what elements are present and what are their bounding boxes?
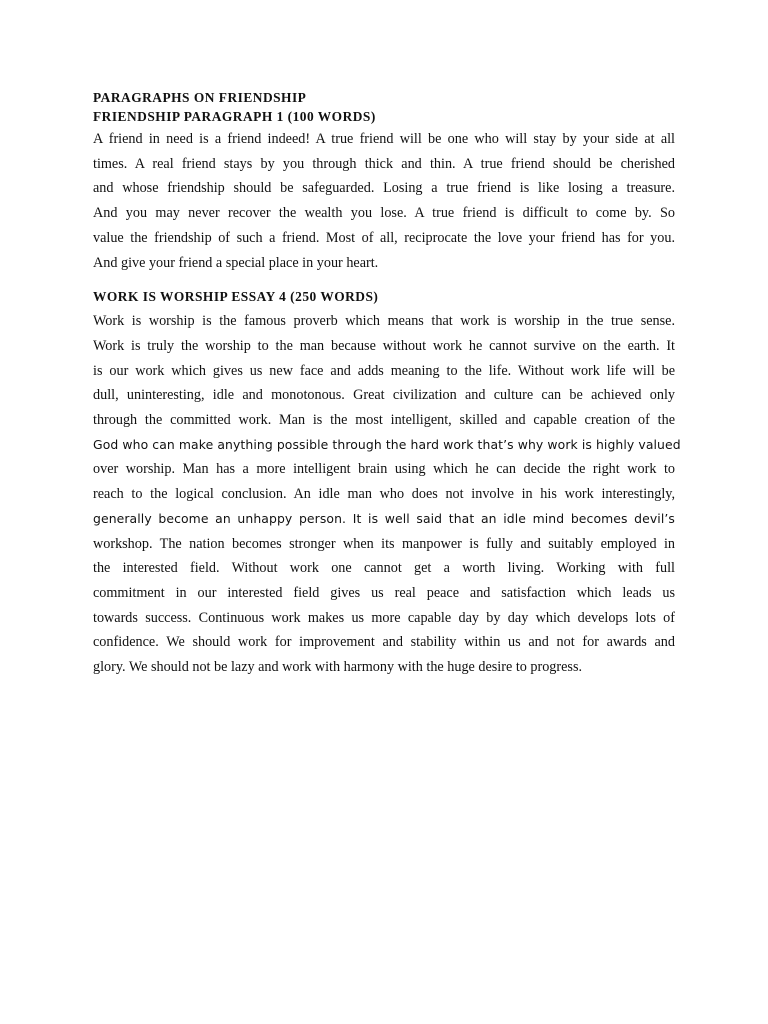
paragraph-line: dull, uninteresting, idle and monotonous. Great civilization and culture can be achieved only (93, 387, 675, 404)
section-heading: FRIENDSHIP PARAGRAPH 1 (100 WORDS) (93, 109, 376, 124)
paragraph-line: And give your friend a special place in your heart. (93, 254, 379, 271)
paragraph-line: through the committed work. Man is the most intelligent, skilled and capable creation of the (93, 412, 675, 429)
friendship-section (93, 88, 675, 275)
document-title: PARAGRAPHS ON FRIENDSHIP (93, 90, 307, 105)
paragraph-line: commitment in our interested field gives us real peace and satisfaction which leads us (93, 584, 675, 601)
paragraph-line: And you may never recover the wealth you lose. A true friend is difficult to come by. So (93, 205, 675, 222)
paragraph-line: Work is worship is the famous proverb which means that work is worship in the true sense. (93, 313, 675, 330)
paragraph-line: God who can make anything possible through the hard work that’s why work is highly valued (93, 436, 681, 452)
paragraph-line: Work is truly the worship to the man because without work he cannot survive on the earth. It (93, 337, 675, 354)
paragraph-line: workshop. The nation becomes stronger when its manpower is fully and suitably employed in (93, 535, 675, 552)
paragraph-line: and whose friendship should be safeguarded. Losing a true friend is like losing a treasure. (93, 180, 675, 197)
paragraph-line: towards success. Continuous work makes us more capable day by day which develops lots of (93, 609, 675, 626)
section-heading: WORK IS WORSHIP ESSAY 4 (250 WORDS) (93, 289, 379, 305)
work-is-worship-section (93, 286, 681, 680)
paragraph-line: A friend in need is a friend indeed! A true friend will be one who will stay by your side at all (93, 131, 675, 147)
work-is-worship-paragraph (93, 309, 681, 680)
paragraph-line: glory. We should not be lazy and work with harmony with the huge desire to progress. (93, 659, 583, 676)
paragraph-line: is our work which gives us new face and adds meaning to the life. Without work life will be (93, 362, 675, 379)
document-page (93, 88, 681, 680)
paragraph-line: reach to the logical conclusion. An idle man who does not involve in his work interestingly, (93, 486, 675, 503)
paragraph-line: the interested field. Without work one cannot get a worth living. Working with full (93, 560, 675, 577)
paragraph-line: confidence. We should work for improvement and stability within us and not for awards and (93, 634, 675, 651)
paragraph-line: value the friendship of such a friend. Most of all, reciprocate the love your friend has for you. (93, 229, 675, 246)
friendship-paragraph (93, 127, 675, 275)
paragraph-line: times. A real friend stays by you through thick and thin. A true friend should be cherished (93, 155, 675, 172)
paragraph-line: over worship. Man has a more intelligent brain using which he can decide the right work to (93, 461, 675, 478)
paragraph-line: generally become an unhappy person. It is well said that an idle mind becomes devil’s (93, 510, 675, 526)
